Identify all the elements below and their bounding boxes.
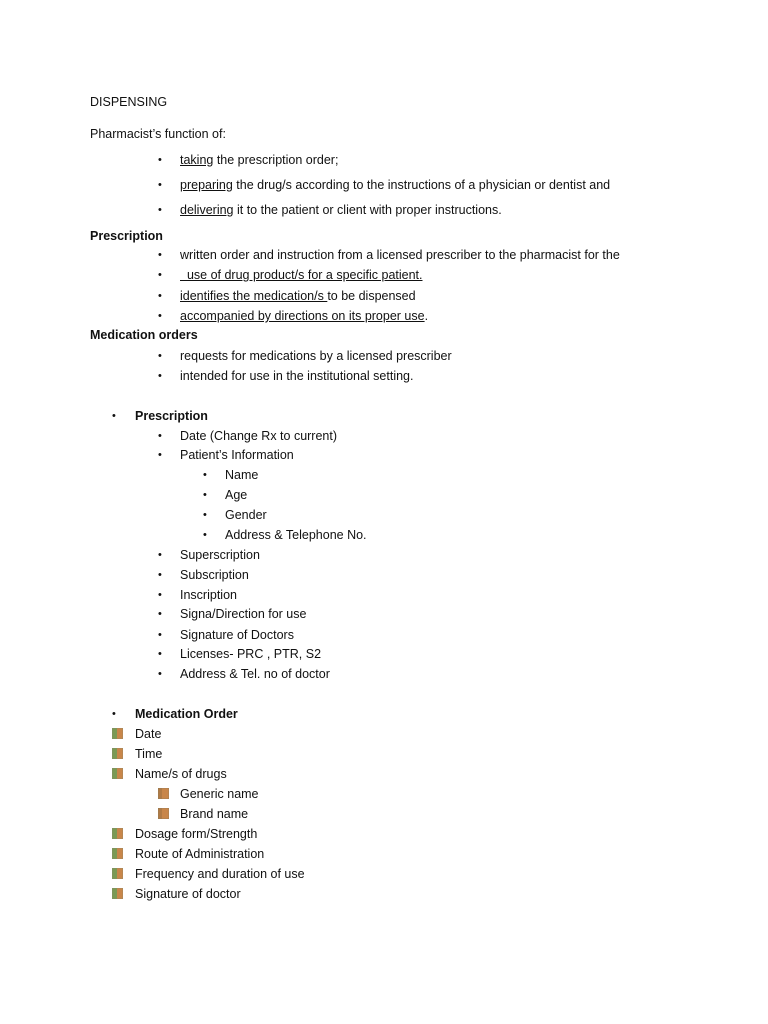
square-bullet-icon xyxy=(112,768,123,779)
bullet: • xyxy=(158,204,162,216)
bullet: • xyxy=(158,549,162,561)
bullet: • xyxy=(158,249,162,261)
bullet: • xyxy=(158,370,162,382)
bullet: • xyxy=(158,648,162,660)
bullet: • xyxy=(158,608,162,620)
bullet: • xyxy=(158,589,162,601)
square-bullet-icon xyxy=(112,888,123,899)
function-heading: Pharmacist’s function of: xyxy=(90,127,226,141)
bullet: • xyxy=(158,179,162,191)
bullet: • xyxy=(158,629,162,641)
bullet: • xyxy=(112,410,116,422)
bullet: • xyxy=(203,509,207,521)
bullet: • xyxy=(158,269,162,281)
square-bullet-icon xyxy=(112,868,123,879)
bullet: • xyxy=(112,708,116,720)
bullet: • xyxy=(158,310,162,322)
bullet: • xyxy=(158,569,162,581)
bullet: • xyxy=(158,430,162,442)
square-bullet-icon xyxy=(158,808,169,819)
underlined-term: taking xyxy=(180,153,214,167)
square-bullet-icon xyxy=(112,828,123,839)
underlined-term: delivering xyxy=(180,203,234,217)
bullet: • xyxy=(158,290,162,302)
document-page: DISPENSING Pharmacist’s function of: • taking the prescription order; • preparing the drug/s according to the instructions of a physician or dentist and • delivering it to the patient or client with proper instructions. Prescription • written order and instruction from a licensed prescriber to the pharmacist for the • use of drug product/s for a specific patient. • identifies the medication/s to be dispensed • accompanied by directions on its proper use. Medication orders • requests for medications by a licensed prescriber • intended for use in the institutional setting. • Prescription • Date (Change Rx to current) • Patient’s Information • Name • Age • Gender • Address & Telephone No. • Superscription • Subscription • Inscription • Signa/Direction for use • Signature of Doctors • Licenses- PRC , PTR, S2 • Address & Tel. no of doctor • Medication Order Date Time Name/s of drugs Generic name Brand name Dosage form/Strength Route of Administration Frequency and duration of use Signature of doctor xyxy=(90,95,620,901)
square-bullet-icon xyxy=(158,788,169,799)
underlined-term: preparing xyxy=(180,178,233,192)
square-bullet-icon xyxy=(112,848,123,859)
document-title: DISPENSING xyxy=(90,95,168,109)
bullet: • xyxy=(203,469,207,481)
bullet: • xyxy=(158,350,162,362)
prescription-heading: Prescription xyxy=(90,229,163,243)
medication-orders-heading: Medication orders xyxy=(90,328,198,342)
square-bullet-icon xyxy=(112,748,123,759)
bullet: • xyxy=(158,154,162,166)
bullet: • xyxy=(203,489,207,501)
bullet: • xyxy=(203,529,207,541)
bullet: • xyxy=(158,449,162,461)
bullet: • xyxy=(158,668,162,680)
square-bullet-icon xyxy=(112,728,123,739)
